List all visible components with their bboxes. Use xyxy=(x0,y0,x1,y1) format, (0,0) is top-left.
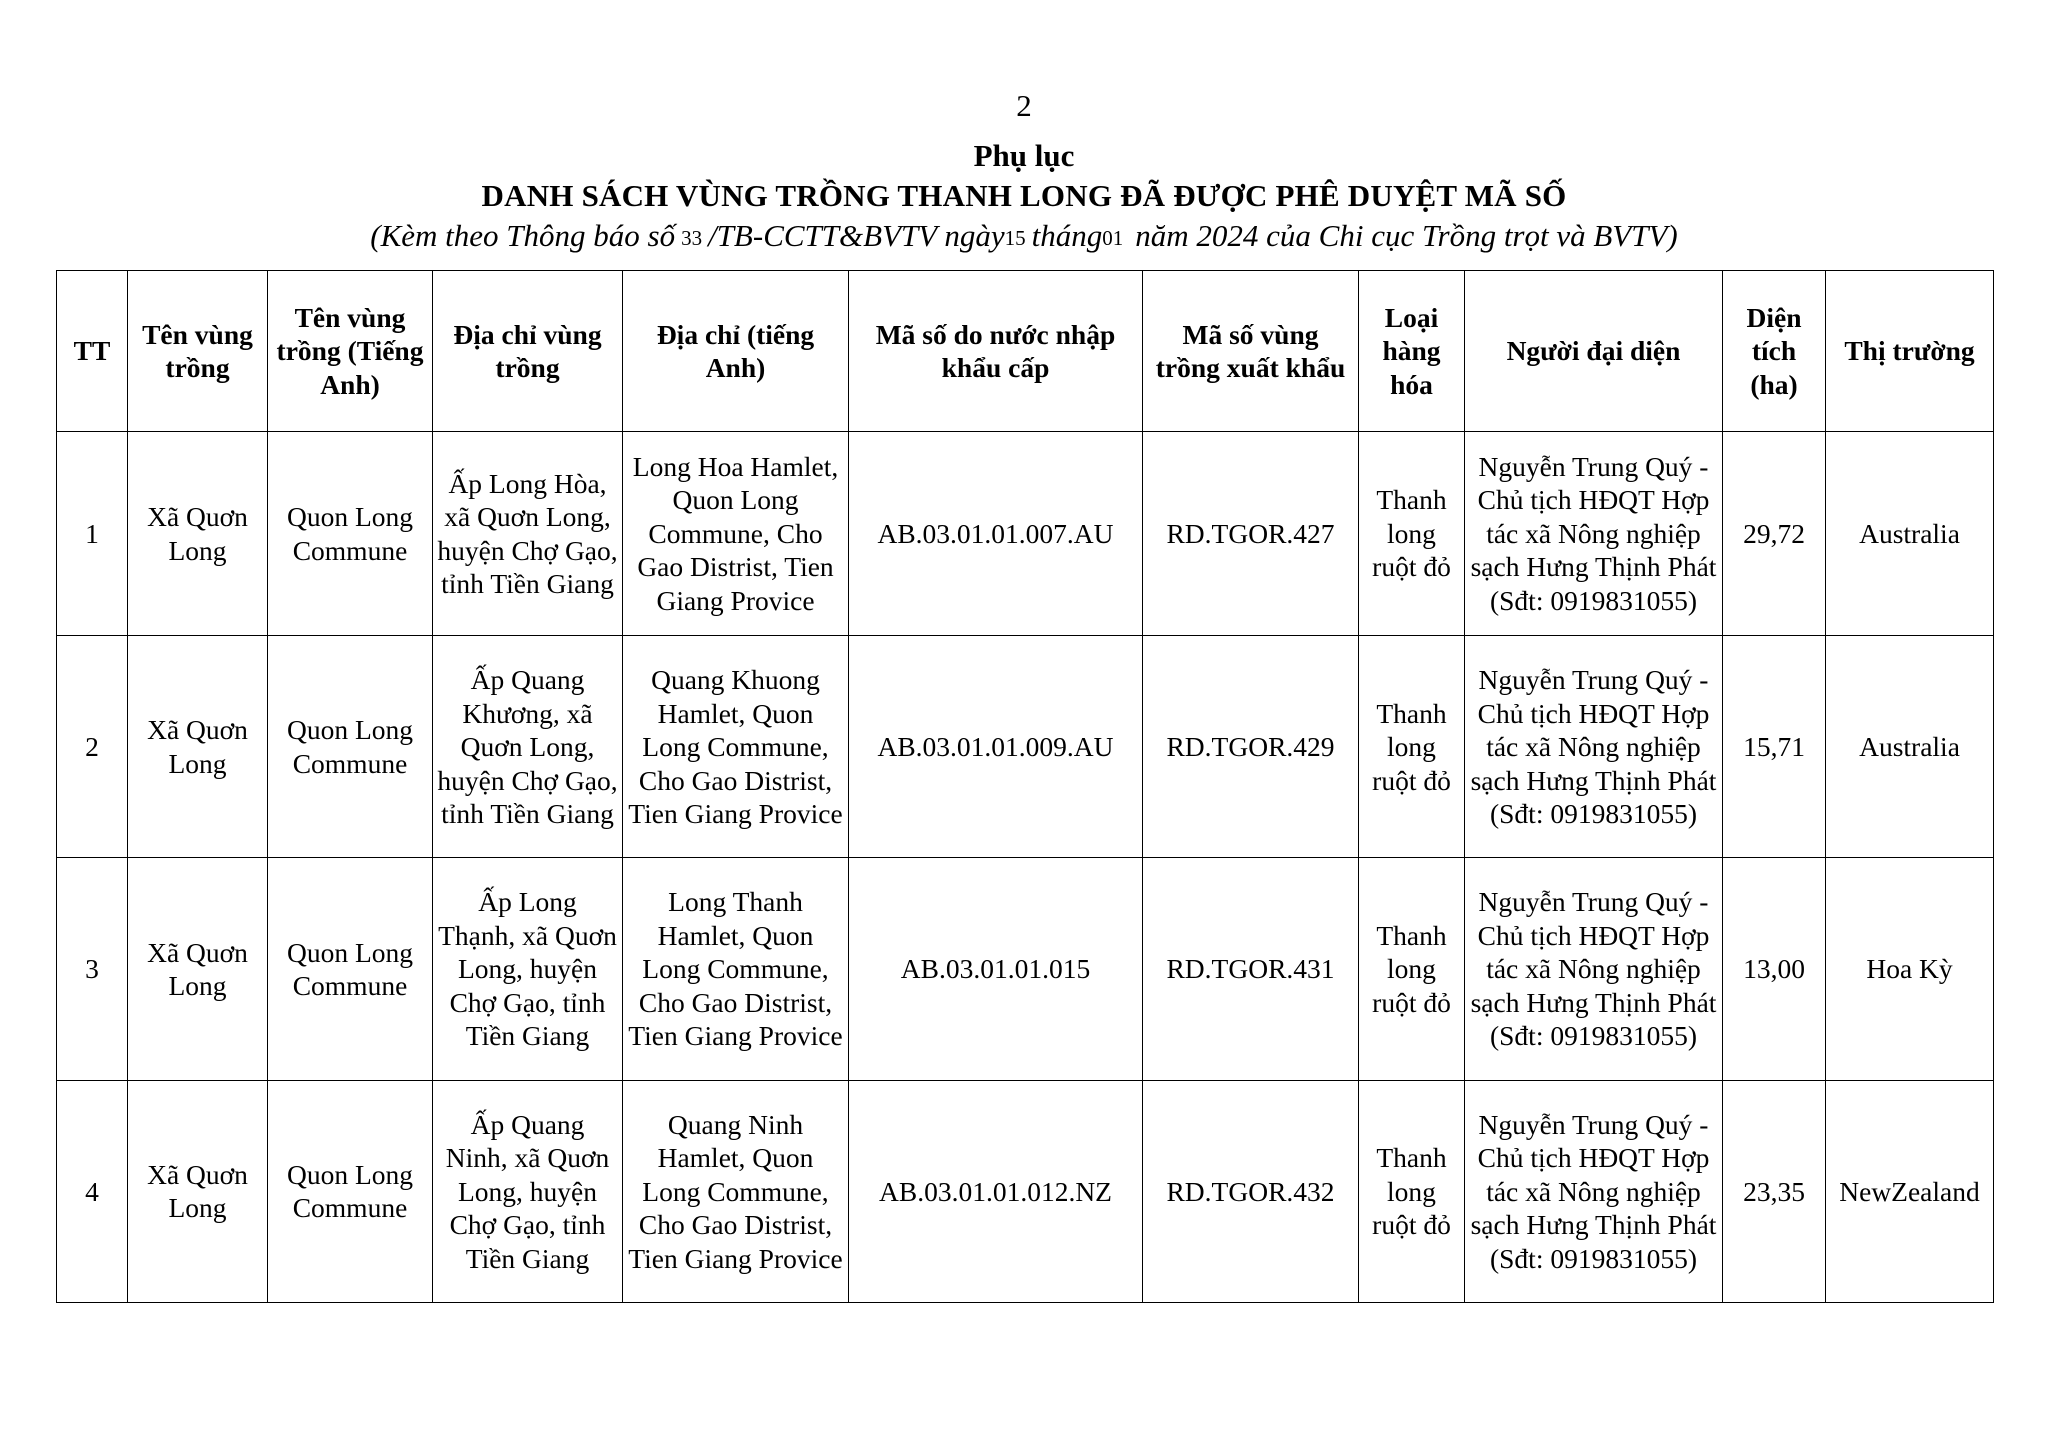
subtitle-part-2: /TB-CCTT&BVTV ngày xyxy=(708,218,1005,253)
cell-import-code: AB.03.01.01.007.AU xyxy=(849,432,1143,636)
cell-representative: Nguyễn Trung Quý - Chủ tịch HĐQT Hợp tác xã Nông nghiệp sạch Hưng Thịnh Phát (Sđt: 0919831055) xyxy=(1465,432,1723,636)
header-area: Diện tích (ha) xyxy=(1723,271,1826,432)
subtitle-part-3: tháng xyxy=(1031,218,1103,253)
header-address-en: Địa chỉ (tiếng Anh) xyxy=(623,271,849,432)
cell-area: 29,72 xyxy=(1723,432,1826,636)
table-header-row xyxy=(57,271,1994,432)
cell-import-code: AB.03.01.01.009.AU xyxy=(849,636,1143,858)
cell-market: Hoa Kỳ xyxy=(1826,858,1994,1080)
header-import-code: Mã số do nước nhập khẩu cấp xyxy=(849,271,1143,432)
cell-goods: Thanh long ruột đỏ xyxy=(1359,432,1465,636)
header-market: Thị trường xyxy=(1826,271,1994,432)
cell-zone-name-en: Quon Long Commune xyxy=(268,1080,433,1302)
cell-address: Ấp Long Thạnh, xã Quơn Long, huyện Chợ Gạo, tỉnh Tiền Giang xyxy=(433,858,623,1080)
document-title: DANH SÁCH VÙNG TRỒNG THANH LONG ĐÃ ĐƯỢC PHÊ DUYỆT MÃ SỐ xyxy=(481,178,1567,213)
table-row xyxy=(57,1080,1994,1302)
cell-zone-name-en: Quon Long Commune xyxy=(268,636,433,858)
page-number: 2 xyxy=(1016,88,1032,123)
cell-area: 15,71 xyxy=(1723,636,1826,858)
cell-representative: Nguyễn Trung Quý - Chủ tịch HĐQT Hợp tác xã Nông nghiệp sạch Hưng Thịnh Phát (Sđt: 0919831055) xyxy=(1465,858,1723,1080)
header-address: Địa chỉ vùng trồng xyxy=(433,271,623,432)
cell-tt: 4 xyxy=(57,1080,128,1302)
cell-zone-name: Xã Quơn Long xyxy=(128,858,268,1080)
subtitle-part-4: năm 2024 của Chi cục Trồng trọt và BVTV) xyxy=(1135,218,1678,253)
cell-market: Australia xyxy=(1826,636,1994,858)
subtitle-part-1: (Kèm theo Thông báo số xyxy=(370,218,676,253)
header-zone-name: Tên vùng trồng xyxy=(128,271,268,432)
cell-tt: 1 xyxy=(57,432,128,636)
cell-zone-name-en: Quon Long Commune xyxy=(268,858,433,1080)
cell-address: Ấp Quang Ninh, xã Quơn Long, huyện Chợ Gạo, tỉnh Tiền Giang xyxy=(433,1080,623,1302)
growing-zones-table xyxy=(56,270,1994,1303)
cell-address: Ấp Long Hòa, xã Quơn Long, huyện Chợ Gạo, tỉnh Tiền Giang xyxy=(433,432,623,636)
cell-export-code: RD.TGOR.431 xyxy=(1143,858,1359,1080)
cell-import-code: AB.03.01.01.015 xyxy=(849,858,1143,1080)
notice-day: 15 xyxy=(1004,226,1026,250)
table-row xyxy=(57,432,1994,636)
cell-zone-name: Xã Quơn Long xyxy=(128,1080,268,1302)
notice-month: 01 xyxy=(1102,226,1124,250)
cell-export-code: RD.TGOR.432 xyxy=(1143,1080,1359,1302)
cell-export-code: RD.TGOR.429 xyxy=(1143,636,1359,858)
cell-goods: Thanh long ruột đỏ xyxy=(1359,636,1465,858)
header-tt: TT xyxy=(57,271,128,432)
cell-zone-name-en: Quon Long Commune xyxy=(268,432,433,636)
cell-export-code: RD.TGOR.427 xyxy=(1143,432,1359,636)
cell-area: 23,35 xyxy=(1723,1080,1826,1302)
notice-number: 33 xyxy=(681,226,703,250)
cell-import-code: AB.03.01.01.012.NZ xyxy=(849,1080,1143,1302)
cell-market: NewZealand xyxy=(1826,1080,1994,1302)
header-export-code: Mã số vùng trồng xuất khẩu xyxy=(1143,271,1359,432)
cell-tt: 3 xyxy=(57,858,128,1080)
header-representative: Người đại diện xyxy=(1465,271,1723,432)
cell-zone-name: Xã Quơn Long xyxy=(128,636,268,858)
cell-market: Australia xyxy=(1826,432,1994,636)
table-row xyxy=(57,636,1994,858)
header-zone-name-en: Tên vùng trồng (Tiếng Anh) xyxy=(268,271,433,432)
cell-address: Ấp Quang Khương, xã Quơn Long, huyện Chợ Gạo, tỉnh Tiền Giang xyxy=(433,636,623,858)
cell-address-en: Long Hoa Hamlet, Quon Long Commune, Cho Gao Distrist, Tien Giang Provice xyxy=(623,432,849,636)
cell-address-en: Quang Khuong Hamlet, Quon Long Commune, Cho Gao Distrist, Tien Giang Provice xyxy=(623,636,849,858)
cell-representative: Nguyễn Trung Quý - Chủ tịch HĐQT Hợp tác xã Nông nghiệp sạch Hưng Thịnh Phát (Sđt: 0919831055) xyxy=(1465,1080,1723,1302)
cell-goods: Thanh long ruột đỏ xyxy=(1359,1080,1465,1302)
cell-zone-name: Xã Quơn Long xyxy=(128,432,268,636)
cell-area: 13,00 xyxy=(1723,858,1826,1080)
cell-goods: Thanh long ruột đỏ xyxy=(1359,858,1465,1080)
appendix-title: Phụ lục xyxy=(973,138,1075,173)
header-goods: Loại hàng hóa xyxy=(1359,271,1465,432)
cell-address-en: Long Thanh Hamlet, Quon Long Commune, Cho Gao Distrist, Tien Giang Provice xyxy=(623,858,849,1080)
cell-representative: Nguyễn Trung Quý - Chủ tịch HĐQT Hợp tác xã Nông nghiệp sạch Hưng Thịnh Phát (Sđt: 0919831055) xyxy=(1465,636,1723,858)
cell-tt: 2 xyxy=(57,636,128,858)
cell-address-en: Quang Ninh Hamlet, Quon Long Commune, Cho Gao Distrist, Tien Giang Provice xyxy=(623,1080,849,1302)
document-subtitle xyxy=(0,218,2048,254)
table-row xyxy=(57,858,1994,1080)
